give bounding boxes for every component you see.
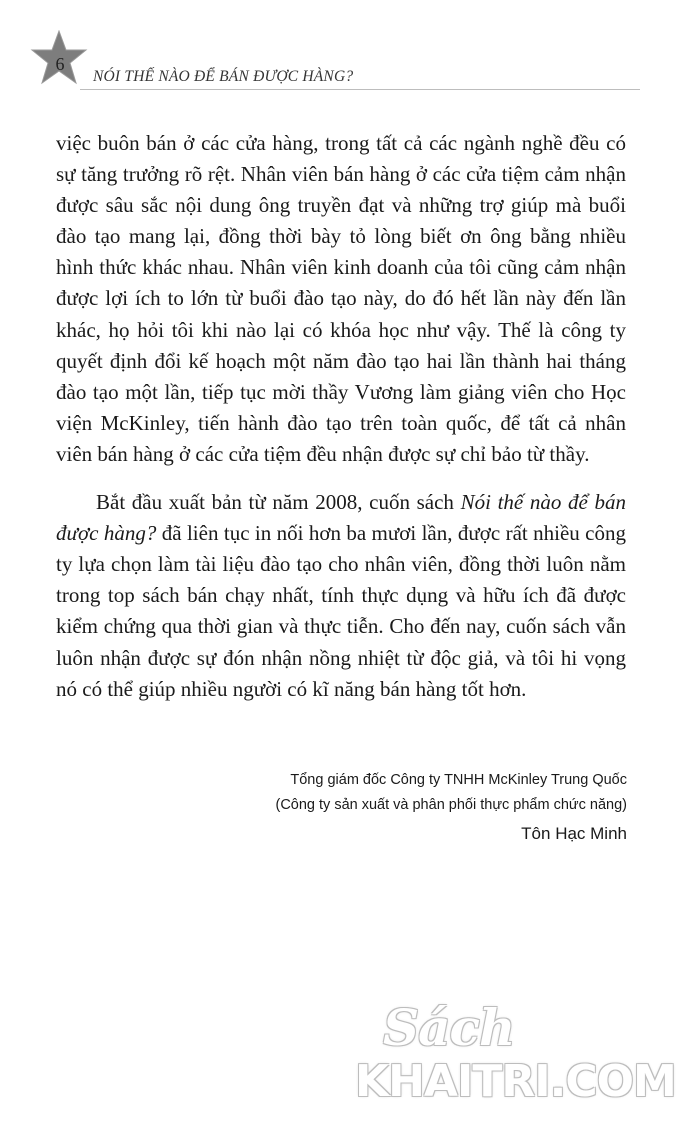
signature-block <box>275 768 627 849</box>
signature-name: Tôn Hạc Minh <box>521 824 627 843</box>
watermark-logo <box>355 998 695 1108</box>
signature-position: Tổng giám đốc Công ty TNHH McKinley Trung Quốc <box>290 772 627 788</box>
watermark-main-text: KHAITRI.COM <box>355 1056 676 1107</box>
header-divider <box>80 89 640 90</box>
paragraph-1: việc buôn bán ở các cửa hàng, trong tất cả các ngành nghề đều có sự tăng trưởng rõ rệt. Nhân viên bán hàng ở các cửa tiệm cảm nhận được sâu sắc nội dung ông truyền đạt và những trợ giúp mà buổi đào tạo mang lại, đồng thời bày tỏ lòng biết ơn ông bằng nhiều hình thức khác nhau. Nhân viên kinh doanh của tôi cũng cảm nhận được lợi ích to lớn từ buổi đào tạo này, do đó hết lần này đến lần khác, họ hỏi tôi khi nào lại có khóa học như vậy. Thế là công ty quyết định đổi kế hoạch một năm đào tạo hai lần thành hai tháng đào tạo một lần, tiếp tục mời thầy Vương làm giảng viên cho Học viện McKinley, tiến hành đào tạo trên toàn quốc, để tất cả nhân viên bán hàng ở các cửa tiệm đều nhận được sự chỉ bảo từ thầy. <box>56 131 626 466</box>
page-number: 6 <box>55 54 65 74</box>
paragraph-2 <box>56 487 626 705</box>
book-title: Nói thế nào để bán được hàng? <box>56 490 626 546</box>
running-title: NÓI THẾ NÀO ĐỂ BÁN ĐƯỢC HÀNG? <box>93 68 354 85</box>
signature-company-note: (Công ty sản xuất và phân phối thực phẩm chức năng) <box>275 797 627 813</box>
watermark-script-text: Sách <box>383 998 515 1057</box>
paragraph-2-end: đã liên tục in nối hơn ba mươi lần, được rất nhiều công ty lựa chọn làm tài liệu đào tạo cho nhân viên, đồng thời luôn nằm trong top sách bán chạy nhất, tính thực dụng và hữu ích đã được kiểm chứng qua thời gian và thực tiễn. Cho đến nay, cuốn sách vẫn luôn nhận được sự đón nhận nồng nhiệt từ độc giả, và tôi hi vọng nó có thể giúp nhiều người có kĩ năng bán hàng tốt hơn. <box>56 521 626 701</box>
paragraph-2-start: Bắt đầu xuất bản từ năm 2008, cuốn sách <box>96 490 461 515</box>
body-text <box>56 128 626 705</box>
